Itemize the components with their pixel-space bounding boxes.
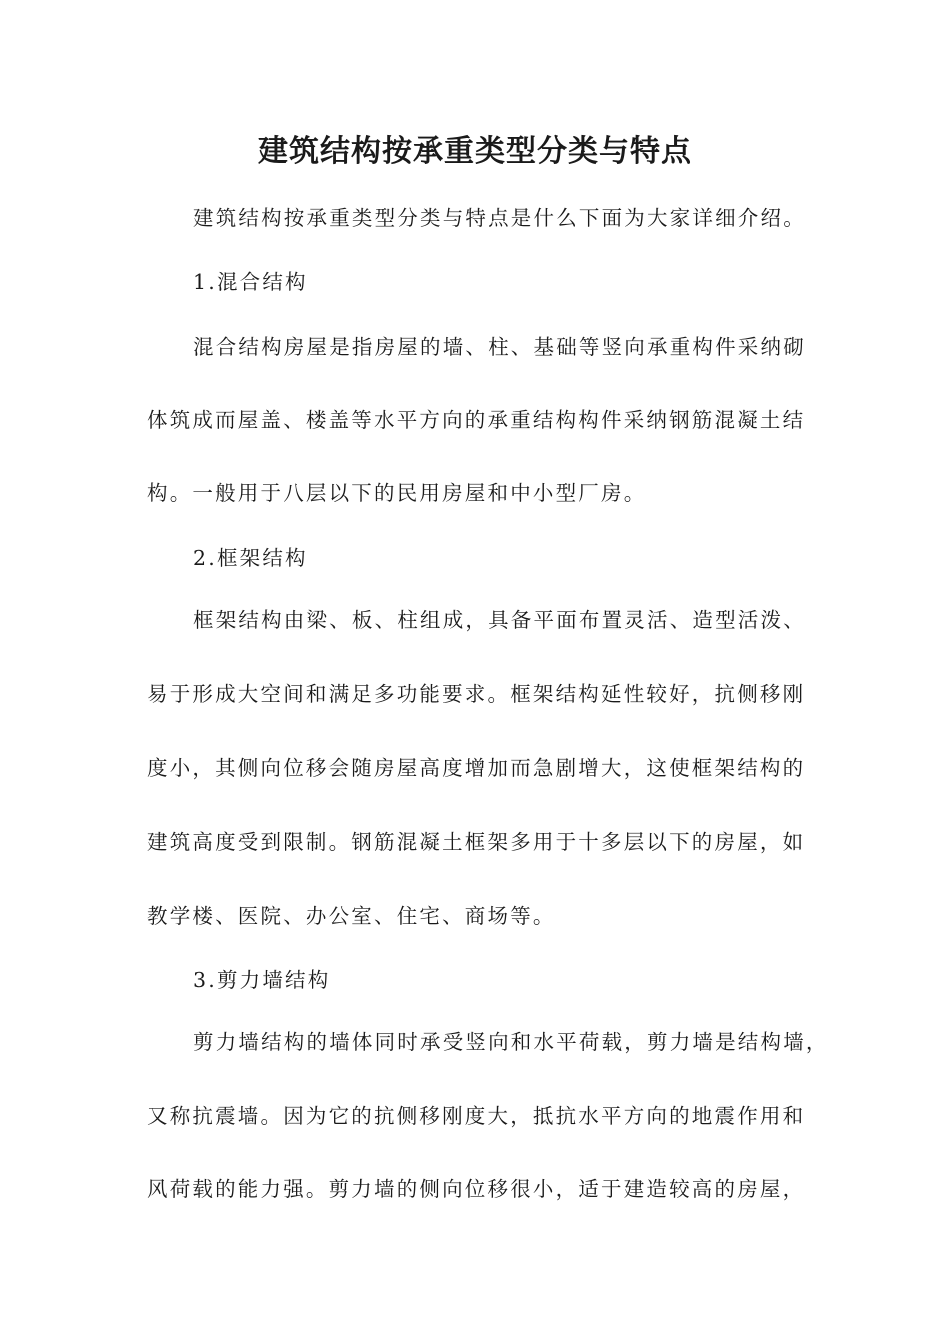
paragraph-line: 构。一般用于八层以下的民用房屋和中小型厂房。 xyxy=(147,481,647,505)
section-heading-frame-structure: 2.框架结构 xyxy=(193,546,308,570)
paragraph-line: 教学楼、医院、办公室、住宅、商场等。 xyxy=(147,904,556,928)
paragraph-line: 体筑成而屋盖、楼盖等水平方向的承重结构构件采纳钢筋混凝土结 xyxy=(147,408,806,432)
paragraph-line: 混合结构房屋是指房屋的墙、柱、基础等竖向承重构件采纳砌 xyxy=(193,335,806,359)
paragraph-line: 框架结构由梁、板、柱组成，具备平面布置灵活、造型活泼、 xyxy=(193,608,806,632)
document-title: 建筑结构按承重类型分类与特点 xyxy=(258,134,692,169)
paragraph-line: 又称抗震墙。因为它的抗侧移刚度大，抵抗水平方向的地震作用和 xyxy=(147,1104,806,1128)
paragraph-line: 建筑高度受到限制。钢筋混凝土框架多用于十多层以下的房屋，如 xyxy=(147,830,806,854)
paragraph-line: 度小，其侧向位移会随房屋高度增加而急剧增大，这使框架结构的 xyxy=(147,756,806,780)
paragraph-line: 剪力墙结构的墙体同时承受竖向和水平荷载，剪力墙是结构墙， xyxy=(193,1030,829,1054)
paragraph-line: 易于形成大空间和满足多功能要求。框架结构延性较好，抗侧移刚 xyxy=(147,682,806,706)
intro-paragraph: 建筑结构按承重类型分类与特点是什么下面为大家详细介绍。 xyxy=(193,206,806,230)
paragraph-line: 风荷载的能力强。剪力墙的侧向位移很小，适于建造较高的房屋， xyxy=(147,1177,806,1201)
section-heading-shear-wall-structure: 3.剪力墙结构 xyxy=(193,968,331,992)
section-heading-mixed-structure: 1.混合结构 xyxy=(193,270,308,294)
